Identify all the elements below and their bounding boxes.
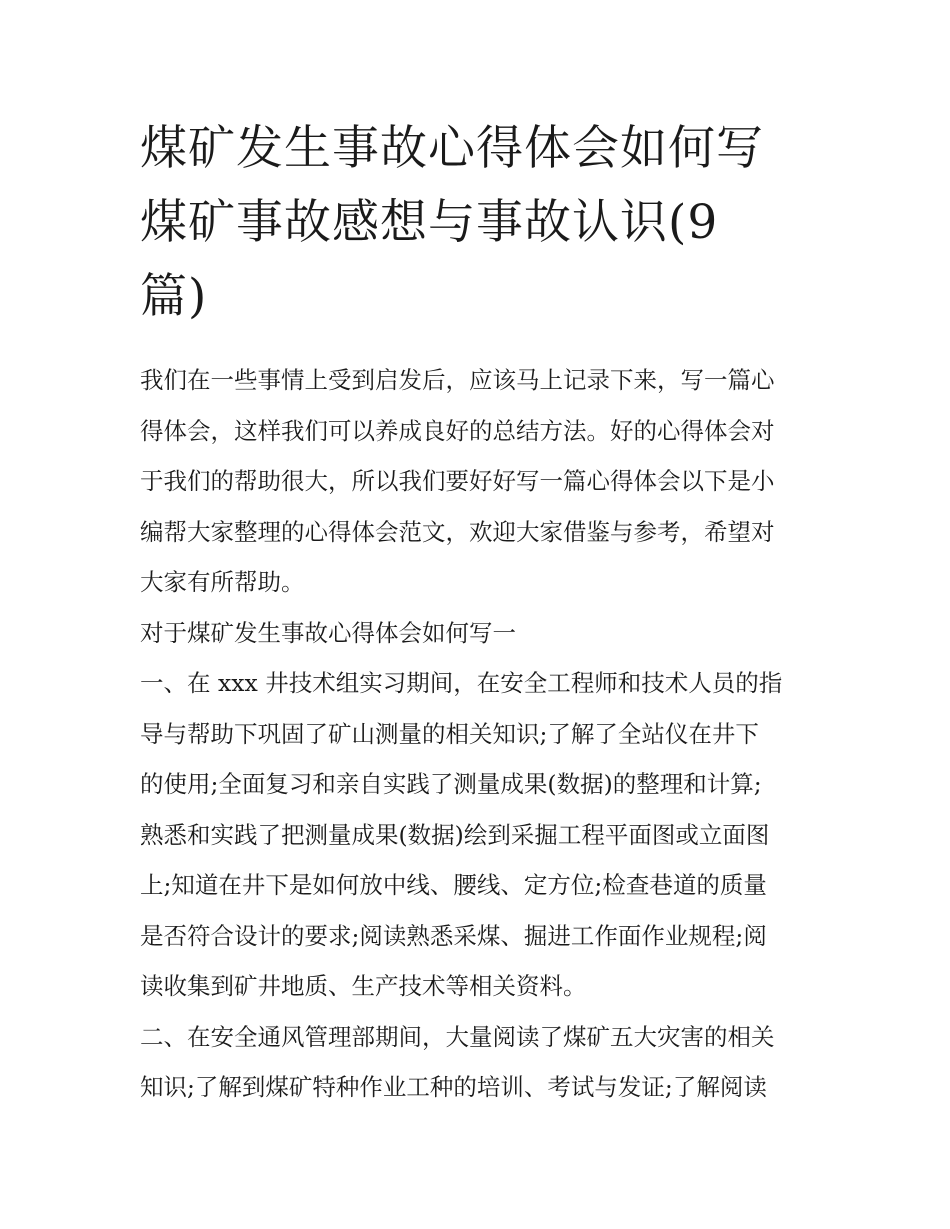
title-line: 篇): [140, 269, 208, 324]
intro-paragraph: [140, 355, 820, 608]
text-line: 是否符合设计的要求;阅读熟悉采煤、掘进工作面作业规程;阅: [140, 921, 767, 950]
text-line: 对于煤矿发生事故心得体会如何写一: [140, 618, 516, 647]
section-heading: [140, 608, 820, 659]
text-line: 大家有所帮助。: [140, 568, 305, 596]
title-line: 煤矿发生事故心得体会如何写: [140, 121, 764, 176]
text-line: 于我们的帮助很大，所以我们要好好写一篇心得体会以下是小: [140, 467, 775, 495]
text-line: 知识;了解到煤矿特种作业工种的培训、考试与发证;了解阅读: [140, 1073, 767, 1101]
title-line: 煤矿事故感想与事故认识(9: [140, 195, 719, 250]
text-line: 读收集到矿井地质、生产技术等相关资料。: [140, 972, 587, 1000]
paragraph-one: [140, 658, 820, 1012]
text-line: 的使用;全面复习和亲自实践了测量成果(数据)的整理和计算;: [140, 770, 762, 798]
text-line: 导与帮助下巩固了矿山测量的相关知识;了解了全站仪在井下: [140, 719, 759, 748]
document-title: [140, 112, 830, 334]
text-line: 上;知道在井下是如何放中线、腰线、定方位;检查巷道的质量: [140, 871, 767, 899]
text-line: 编帮大家整理的心得体会范文，欢迎大家借鉴与参考，希望对: [140, 517, 775, 546]
document-body: [140, 355, 820, 1113]
text-line: 得体会，这样我们可以养成良好的总结方法。好的心得体会对: [140, 416, 775, 445]
text-line: 一、在 xxx 井技术组实习期间，在安全工程师和技术人员的指: [140, 669, 783, 697]
text-line: 熟悉和实践了把测量成果(数据)绘到采掘工程平面图或立面图: [140, 820, 770, 849]
text-line: 我们在一些事情上受到启发后，应该马上记录下来，写一篇心: [140, 366, 775, 394]
text-line: 二、在安全通风管理部期间，大量阅读了煤矿五大灾害的相关: [140, 1022, 775, 1051]
paragraph-two: [140, 1012, 820, 1113]
